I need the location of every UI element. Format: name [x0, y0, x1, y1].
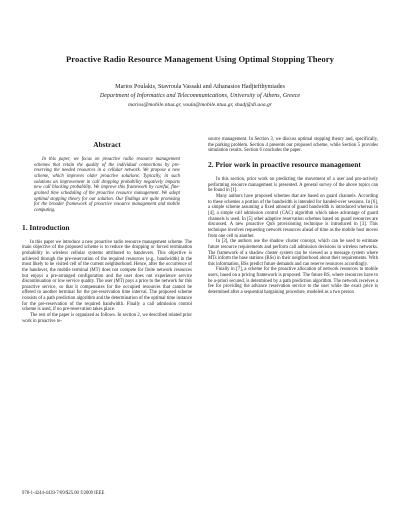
- paragraph: In [2], the authors use the shadow cluster concept, which can be used to estimate future resource requirements and perform call admission decisions in wireless networks. The framework of a shadow cluster system can be viewed as a message system where MTs inform the base stations (BSs) in their neighborhood about their requirements. With this information, BSs predict future demands and can reserve resources accordingly.: [208, 239, 378, 267]
- right-column: [208, 137, 378, 296]
- abstract-heading: Abstract: [93, 140, 121, 149]
- abstract-text: In this paper, we focus on proactive radio resource management schemes that retain the quality of the individual connections by pre-reserving the needed resources in a cellular network. We propose a new scheme, which improves older proactive solutions. Typically, in such solutions an improvement in call dropping probability negatively impacts new call blocking probability. We improve this framework by careful, fine-grained time scheduling of the proactive resource management. We adopt optimal stopping theory for our solution. Our findings are quite promising for the broader framework of proactive resource management and mobile computing.: [34, 157, 180, 213]
- paragraph: The rest of the paper is organized as follows. In section 2, we described related prior work in proactive re-: [22, 313, 192, 324]
- abstract-section: [22, 140, 192, 214]
- paper-title: Proactive Radio Resource Management Using Optimal Stopping Theory: [66, 54, 334, 64]
- paper-emails: marios@mobile.ntua.gr, voula@mobile.ntua.gr, shadj@di.uoa.gr: [128, 102, 272, 108]
- section-heading-prior-work: 2. Prior work in proactive resource management: [208, 159, 361, 169]
- paragraph: In this paper we introduce a new proactive radio resource management scheme. The main objective of the proposed scheme is to reduce the dropping or forced termination probability in wireless cellular systems attributed to handovers. This objective is achieved through the pre-reservation of the required resources (e.g., bandwidth) in the most likely to be visited cell of the current neighborhood. Hence, after the occurrence of the handover, the mobile terminal (MT) does not compete for finite network resources but enjoys a pre-arranged configuration and the user does not experience service discontinuation or low service quality. The user (MT) pays a price to the network for this proactive service, so that it compensates for the occupied resources that cannot be offered to another terminal for the pre-reservation time interval. The proposed scheme consists of a path prediction algorithm and the determination of the optimal time instance for the pre-reservation of the required bandwidth. Finally a call admission control scheme is used, if no pre-reservation takes place.: [22, 239, 192, 313]
- section-heading-introduction: 1. Introduction: [22, 222, 70, 232]
- copyright-footer: 978-1-4244-4439-7/09/$25.00 ©2009 IEEE: [22, 491, 105, 496]
- paragraph: source management. In Section 3, we discuss optimal stopping theory and, specifically, the parking problem. Section 4 presents our proposed scheme, while Section 5 provides simulation results. Section 6 concludes the paper.: [208, 137, 378, 154]
- paper-authors: Marios Poulakis, Stavroula Vassaki and Athanasios Hadjiefthymiades: [115, 84, 285, 90]
- paragraph: Many authors have proposed schemes that are based on guard channels. According to these schemes a portion of the bandwidth is intended for handed-over sessions. In [6], a simple scheme assuming a fixed amount of guard bandwidth is introduced whereas in [4], a simple call admission control (CAC) algorithm which takes advantage of guard channels is used. In [5] other adaptive reservation schemes based on guard resources are discussed. A new proactive QoS provisioning technique is introduced in [3]. This technique involves requesting network resources ahead of time as the mobile host moves from one cell to another.: [208, 193, 378, 239]
- left-column: [22, 137, 192, 324]
- paper-affiliation: Department of Informatics and Telecommunications, University of Athens, Greece: [99, 93, 301, 99]
- paragraph: In this section, prior work on predicting the movement of a user and pro-actively performing resource management is presented. A general survey of the above topics can be found in [1].: [208, 176, 378, 194]
- paragraph: Finally in [7], a scheme for the proactive allocation of network resources to mobile users, based on a pricing framework is proposed. The future BS, where resources have to be a-priori secured, is determined by a path prediction algorithm. The network receives a fee for providing the advance reservation service to the user while the exact price is determined after a sequential bargaining procedure, modeled as a two person: [208, 267, 378, 296]
